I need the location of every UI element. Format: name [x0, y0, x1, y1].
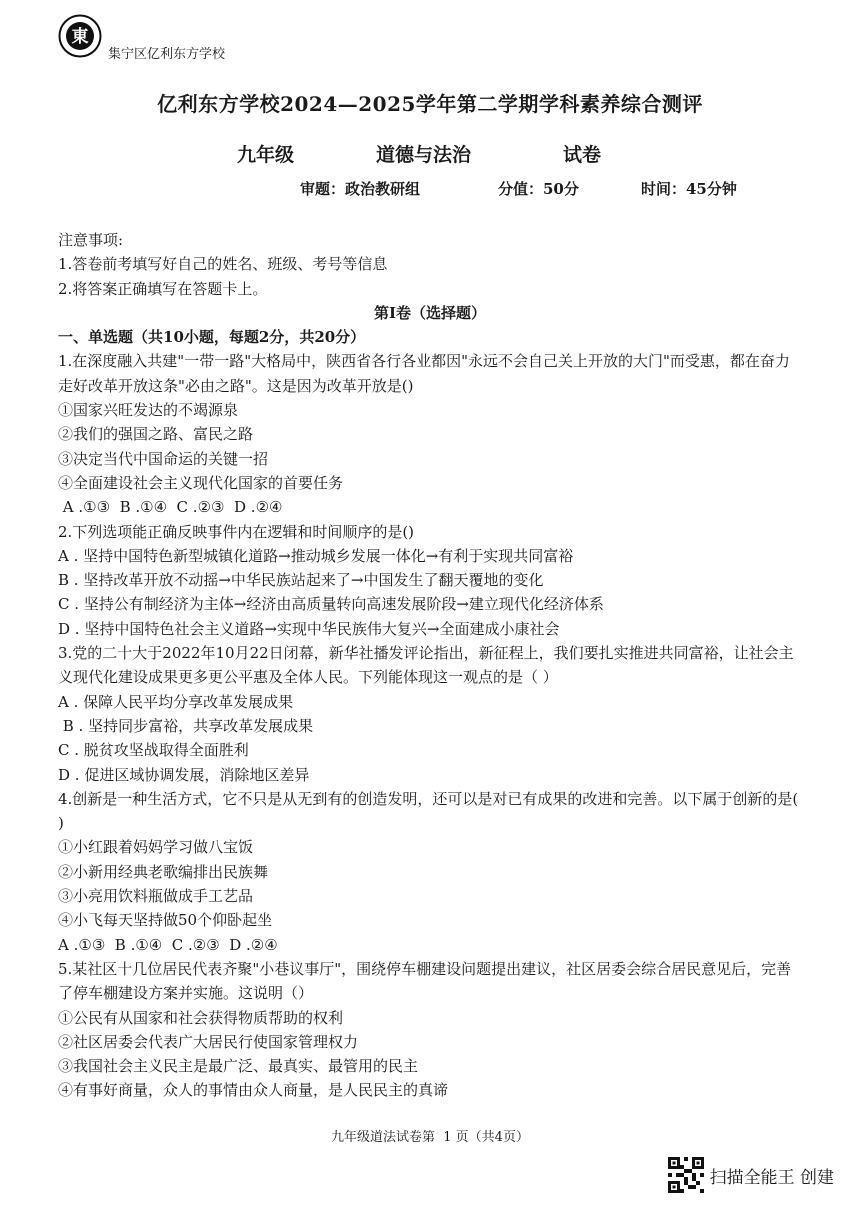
question-option: ①公民有从国家和社会获得物质帮助的权利: [58, 1008, 344, 1027]
question-option: ④全面建设社会主义现代化国家的首要任务: [58, 473, 344, 492]
exam-title: 亿利东方学校2024—2025学年第二学期学科素养综合测评: [157, 92, 703, 116]
question-option: A . 坚持中国特色新型城镇化道路→推动城乡发展一体化→有利于实现共同富裕: [58, 546, 574, 565]
section-subtitle: 一、单选题（共10小题，每题2分，共20分）: [58, 328, 366, 347]
paper-label: 试卷: [563, 144, 602, 166]
reviewer-label: 审题：政治教研组: [300, 180, 421, 198]
question-option: C . 坚持公有制经济为主体→经济由高质量转向高速发展阶段→建立现代化经济体系: [58, 595, 604, 614]
question-stem: 1.在深度融入共建"一带一路"大格局中，陕西省各行各业都因"永远不会自己关上开放的大门"而受惠，都在奋力走好改革开放这条"必由之路"。这是因为改革开放是(): [58, 352, 790, 395]
scanner-label: 扫描全能王 创建: [709, 1167, 834, 1188]
svg-text:東: 東: [71, 27, 89, 47]
answer-choices: A .①③ B .①④ C .②③ D .②④: [58, 498, 283, 517]
exam-body: [58, 228, 802, 1103]
subject-label: 道德与法治: [376, 144, 472, 166]
question-option: D . 促进区域协调发展，消除地区差异: [58, 765, 310, 784]
question-option: ①小红跟着妈妈学习做八宝饭: [58, 838, 254, 857]
grade-label: 九年级: [237, 144, 295, 166]
notes-heading: 注意事项:: [58, 231, 124, 249]
school-logo-icon: [58, 14, 102, 58]
question-option: ③决定当代中国命运的关键一招: [58, 449, 269, 468]
question-option: ②小新用经典老歌编排出民族舞: [58, 862, 269, 881]
answer-choices: A .①③ B .①④ C .②③ D .②④: [58, 935, 278, 954]
scanner-watermark: [668, 1157, 834, 1193]
question-option: ②社区居委会代表广大居民行使国家管理权力: [58, 1032, 359, 1051]
question-stem: 5.某社区十几位居民代表齐聚"小巷议事厅"，围绕停车棚建设问题提出建议，社区居委会综合居民意见后，完善了停车棚建设方案并实施。这说明（）: [58, 959, 792, 1003]
question-stem: 3.党的二十大于2022年10月22日闭幕，新华社播发评论指出，新征程上，我们要扎实推进共同富裕，让社会主义现代化建设成果更多更公平惠及全体人民。下列能体现这一观点的是（ ）: [58, 644, 794, 687]
question-stem: 2.下列选项能正确反映事件内在逻辑和时间顺序的是(): [58, 522, 415, 541]
question-option: ④小飞每天坚持做50个仰卧起坐: [58, 911, 273, 930]
question-option: C . 脱贫攻坚战取得全面胜利: [58, 741, 249, 760]
question-stem: 4.创新是一种生活方式，它不只是从无到有的创造发明，还可以是对已有成果的改进和完善。以下属于创新的是( ): [58, 789, 799, 833]
question-option: A . 保障人民平均分享改革发展成果: [58, 692, 294, 711]
note-item: 1.答卷前考填写好自己的姓名、班级、考号等信息: [58, 255, 388, 274]
section-title: 第Ⅰ卷（选择题）: [373, 303, 487, 322]
question-option: ③小亮用饮料瓶做成手工艺品: [58, 887, 254, 906]
question-option: ①国家兴旺发达的不竭源泉: [58, 401, 239, 420]
note-item: 2.将答案正确填写在答题卡上。: [58, 279, 268, 298]
time-label: 时间：45分钟: [641, 180, 737, 198]
question-option: ②我们的强国之路、富民之路: [58, 425, 254, 444]
question-option: D . 坚持中国特色社会主义道路→实现中华民族伟大复兴→全面建成小康社会: [58, 619, 560, 638]
question-option: B . 坚持同步富裕，共享改革发展成果: [58, 716, 314, 735]
score-label: 分值：50分: [498, 180, 579, 198]
school-name: 集宁区亿利东方学校: [108, 47, 226, 62]
question-option: B . 坚持改革开放不动摇→中华民族站起来了→中国发生了翻天覆地的变化: [58, 571, 544, 590]
qr-code-icon: [668, 1157, 704, 1193]
page-footer: 九年级道法试卷第 1 页（共4页）: [331, 1130, 529, 1145]
question-option: ④有事好商量，众人的事情由众人商量，是人民民主的真谛: [58, 1081, 449, 1100]
question-option: ③我国社会主义民主是最广泛、最真实、最管用的民主: [58, 1057, 419, 1076]
